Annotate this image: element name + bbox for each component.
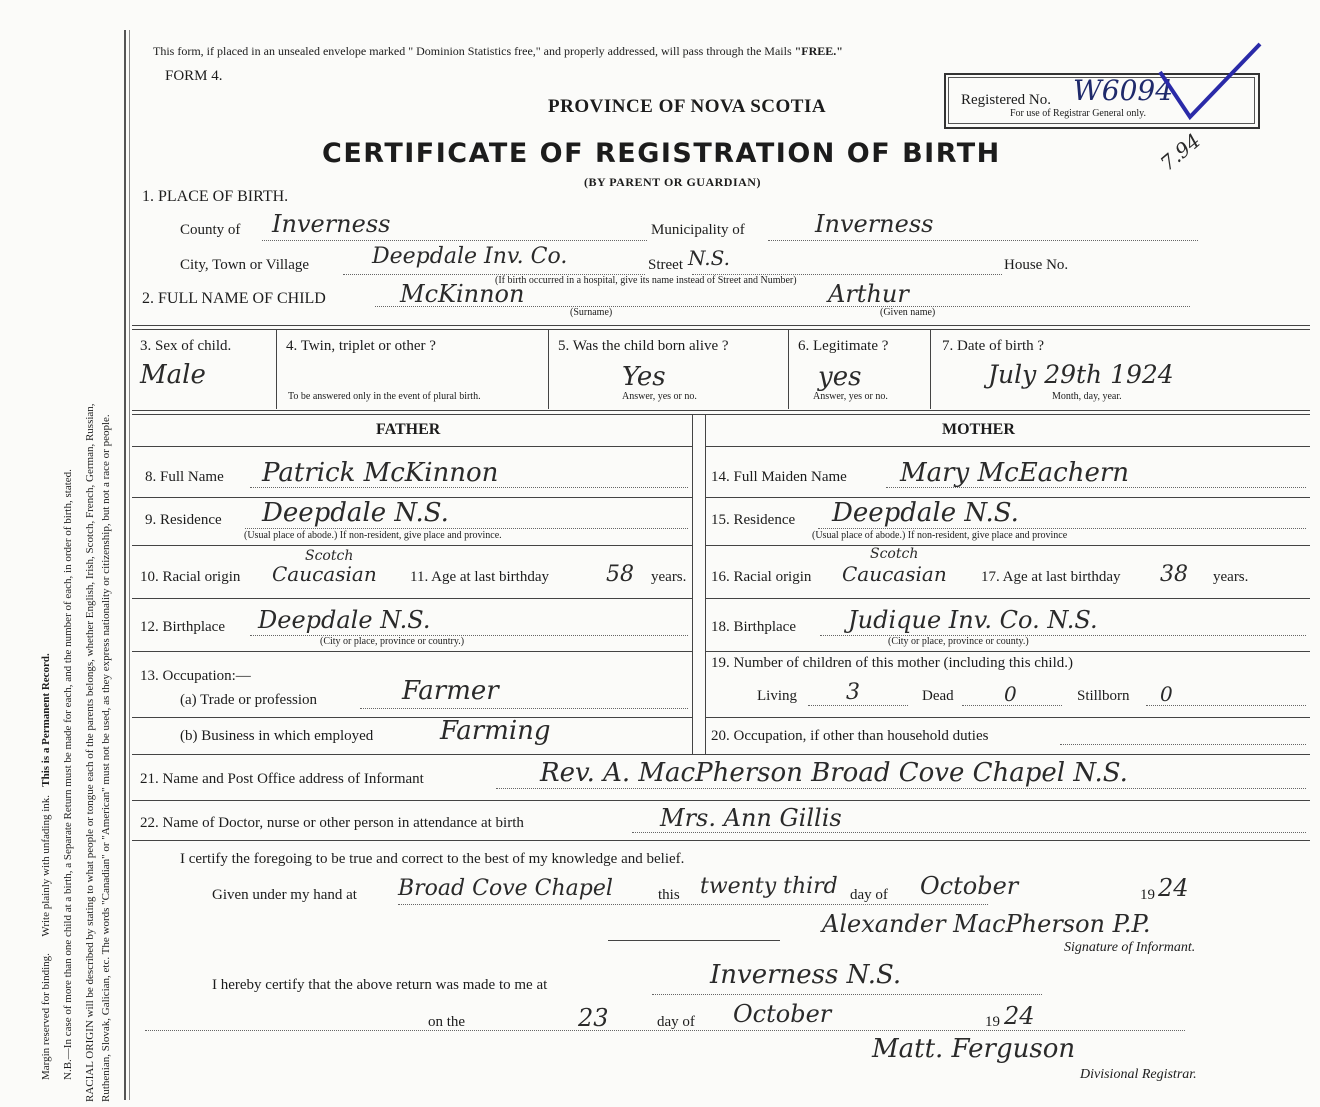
dead-value: 0: [1004, 682, 1017, 706]
surname-caption: (Surname): [570, 307, 613, 318]
father-occ-label: 13. Occupation:—: [140, 668, 251, 684]
mother-race-label: 16. Racial origin: [711, 569, 812, 585]
registrar-year-prefix: 19: [985, 1014, 1000, 1030]
dob-label: 7. Date of birth ?: [942, 338, 1045, 354]
dob-value: July 29th 1924: [988, 360, 1174, 389]
father-res-label: 9. Residence: [145, 512, 222, 528]
hospital-note: (If birth occurred in a hospital, give its name instead of Street and Number): [495, 275, 797, 286]
father-bp-value: Deepdale N.S.: [258, 606, 431, 634]
registrar-on-label: on the: [428, 1014, 466, 1030]
father-res-value: Deepdale N.S.: [262, 498, 449, 528]
registered-number: W6094: [1073, 74, 1174, 107]
mother-res-label: 15. Residence: [711, 512, 796, 528]
father-trade-label: (a) Trade or profession: [180, 692, 318, 708]
given-month: October: [920, 872, 1019, 900]
father-age-label: 11. Age at last birthday: [410, 569, 549, 585]
margin-binding-note: Margin reserved for binding. Write plainly with unfading ink. This is a Permanent Record.: [40, 653, 52, 1080]
informant-label: 21. Name and Post Office address of Informant: [140, 771, 424, 787]
given-label: Given under my hand at: [212, 887, 357, 903]
mother-name-value: Mary McEachern: [900, 458, 1130, 488]
municipality-value: Inverness: [815, 210, 934, 238]
margin-racial-note: RACIAL ORIGIN will be described by stating to what people or tongue each of the parents belongs, whether English, Irish, Scotch, French, German, Russian,: [84, 403, 96, 1102]
registrar-use-note: For use of Registrar General only.: [1010, 108, 1146, 119]
stillborn-label: Stillborn: [1077, 688, 1130, 704]
sex-label: 3. Sex of child.: [140, 338, 232, 354]
province-heading: PROVINCE OF NOVA SCOTIA: [548, 96, 827, 117]
father-trade-value: Farmer: [402, 676, 499, 706]
margin-racial-note-2: Ruthenian, Slovak, Galician, etc. The words "Canadian" or "American" must not be used, as they express nationality or citizenship, but not a race or people.: [100, 414, 112, 1102]
mother-years: years.: [1213, 569, 1249, 585]
informant-signature-caption: Signature of Informant.: [1064, 940, 1196, 955]
doctor-value: Mrs. Ann Gillis: [660, 804, 842, 832]
alive-value: Yes: [622, 362, 666, 392]
father-age-value: 58: [606, 562, 634, 587]
registrar-statement: I hereby certify that the above return was made to me at: [212, 977, 548, 993]
registrar-day-label: day of: [657, 1014, 695, 1030]
municipality-label: Municipality of: [651, 222, 745, 238]
city-value: Deepdale Inv. Co.: [372, 244, 568, 269]
dob-caption: Month, day, year.: [1052, 391, 1122, 402]
registrar-month: October: [733, 1000, 832, 1028]
mother-bp-caption: (City or place, province or county.): [888, 636, 1029, 647]
mail-notice: This form, if placed in an unsealed envelope marked " Dominion Statistics free," and properly addressed, will pass through the Mails "FREE.": [153, 44, 843, 58]
registrar-caption: Divisional Registrar.: [1080, 1067, 1197, 1082]
registrar-year: 24: [1004, 1002, 1035, 1030]
living-value: 3: [846, 680, 860, 705]
mother-res-value: Deepdale N.S.: [832, 498, 1019, 528]
mother-occ-label: 20. Occupation, if other than household duties: [711, 728, 989, 744]
blue-check-mark: [1150, 42, 1270, 122]
side-stamp: 7.94: [1155, 128, 1206, 176]
father-race-label: 10. Racial origin: [140, 569, 241, 585]
mother-age-value: 38: [1160, 562, 1188, 587]
mother-bp-value: Judique Inv. Co. N.S.: [848, 606, 1098, 634]
father-res-caption: (Usual place of abode.) If non-resident, give place and province.: [244, 530, 502, 541]
father-race-note: Scotch: [305, 548, 354, 564]
registered-label: Registered No.: [961, 92, 1051, 108]
house-label: House No.: [1004, 257, 1069, 273]
mother-heading: MOTHER: [942, 421, 1015, 438]
county-value: Inverness: [272, 210, 391, 238]
registrar-signature: Matt. Ferguson: [872, 1034, 1076, 1064]
margin-nb-note: N.B.—In case of more than one child at a birth, a Separate Return must be made for each, and the number of each, in order of birth, stated.: [62, 469, 74, 1080]
father-biz-label: (b) Business in which employed: [180, 728, 374, 744]
mother-race-note: Scotch: [870, 546, 919, 562]
form-number: FORM 4.: [165, 68, 223, 84]
sex-value: Male: [140, 360, 206, 390]
father-bp-caption: (City or place, province or country.): [320, 636, 465, 647]
county-label: County of: [180, 222, 241, 238]
mother-res-caption: (Usual place of abode.) If non-resident, give place and province: [812, 530, 1068, 541]
alive-caption: Answer, yes or no.: [622, 391, 697, 402]
father-biz-value: Farming: [440, 716, 551, 746]
mother-children-label: 19. Number of children of this mother (including this child.): [711, 655, 1074, 671]
father-name-value: Patrick McKinnon: [262, 458, 499, 488]
place-heading: 1. PLACE OF BIRTH.: [142, 188, 289, 205]
given-caption: (Given name): [880, 307, 936, 318]
informant-value: Rev. A. MacPherson Broad Cove Chapel N.S.: [540, 758, 1128, 788]
stillborn-value: 0: [1160, 682, 1173, 706]
given-year: 24: [1158, 874, 1189, 902]
street-label: Street: [648, 257, 683, 273]
twin-note: To be answered only in the event of plural birth.: [288, 391, 481, 402]
this-label: this: [658, 887, 680, 903]
given-year-prefix: 19: [1140, 887, 1155, 903]
father-race-value: Caucasian: [272, 562, 377, 586]
mother-race-value: Caucasian: [842, 562, 947, 586]
alive-label: 5. Was the child born alive ?: [558, 338, 729, 354]
binding-rule-2: [129, 30, 130, 1100]
father-years: years.: [651, 569, 687, 585]
given-place: Broad Cove Chapel: [398, 876, 613, 901]
father-name-label: 8. Full Name: [145, 469, 224, 485]
child-given-name: Arthur: [828, 280, 909, 308]
living-label: Living: [757, 688, 797, 704]
father-heading: FATHER: [376, 421, 441, 438]
given-day-label: day of: [850, 887, 888, 903]
certify-statement: I certify the foregoing to be true and correct to the best of my knowledge and belief.: [180, 851, 685, 867]
doctor-label: 22. Name of Doctor, nurse or other person in attendance at birth: [140, 815, 524, 831]
mother-age-label: 17. Age at last birthday: [981, 569, 1121, 585]
legit-label: 6. Legitimate ?: [798, 338, 889, 354]
child-surname: McKinnon: [400, 280, 525, 308]
twin-label: 4. Twin, triplet or other ?: [286, 338, 436, 354]
mother-name-label: 14. Full Maiden Name: [711, 469, 847, 485]
child-name-label: 2. FULL NAME OF CHILD: [142, 290, 326, 307]
registrar-place: Inverness N.S.: [710, 960, 902, 990]
informant-signature: Alexander MacPherson P.P.: [822, 910, 1151, 938]
city-label: City, Town or Village: [180, 257, 310, 273]
legit-caption: Answer, yes or no.: [813, 391, 888, 402]
registrar-day: 23: [578, 1004, 609, 1032]
dead-label: Dead: [922, 688, 954, 704]
certificate-subtitle: (BY PARENT OR GUARDIAN): [584, 175, 761, 189]
certificate-title: CERTIFICATE OF REGISTRATION OF BIRTH: [322, 138, 1001, 169]
mother-bp-label: 18. Birthplace: [711, 619, 796, 635]
legit-value: yes: [818, 362, 862, 392]
binding-rule: [124, 30, 126, 1100]
father-bp-label: 12. Birthplace: [140, 619, 225, 635]
street-value: N.S.: [688, 246, 730, 270]
given-day: twenty third: [700, 874, 838, 899]
